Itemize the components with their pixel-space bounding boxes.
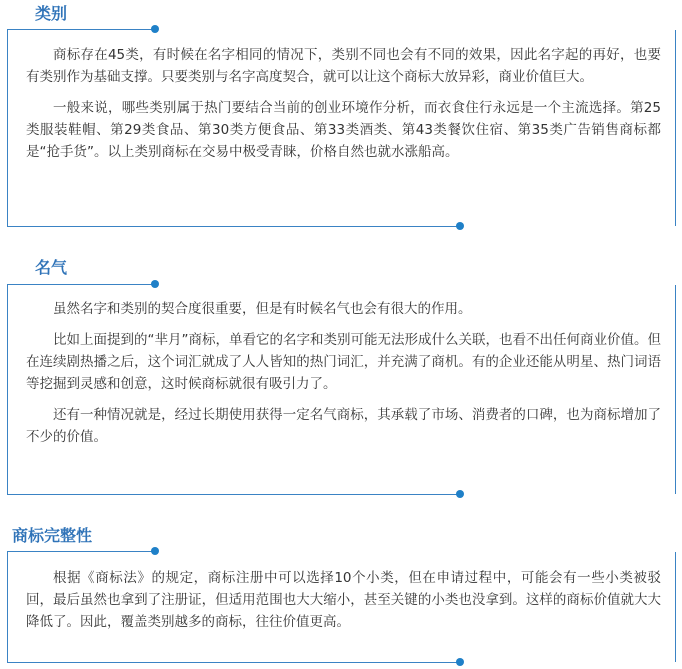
section-heading: 名气 — [35, 258, 68, 277]
paragraph: 商标存在45类，有时候在名字相同的情况下，类别不同也会有不同的效果，因此名字起的再好，也要有类别作为基础支撑。只要类别与名字高度契合，就可以让这个商标大放异彩，商业价值巨大。 — [26, 47, 661, 85]
paragraph: 根据《商标法》的规定，商标注册中可以选择10个小类，但在申请过程中，可能会有一些小类被驳回，最后虽然也拿到了注册证，但适用范围也大大缩小，甚至关键的小类也没拿到。这样的商标价值就大大降低了。因此，覆盖类别越多的商标，往往价值更高。 — [26, 570, 661, 630]
paragraph: 虽然名字和类别的契合度很重要，但是有时候名气也会有很大的作用。 — [53, 301, 472, 317]
section-body — [7, 552, 676, 662]
section-heading: 类别 — [35, 4, 68, 23]
section-heading: 商标完整性 — [12, 526, 93, 545]
section-bottom-line — [7, 662, 460, 663]
line-end-dot — [456, 658, 464, 666]
paragraph: 比如上面提到的“芈月”商标，单看它的名字和类别可能无法形成什么关联，也看不出任何商业价值。但在连续剧热播之后，这个词汇就成了人人皆知的热门词汇，并充满了商机。有的企业还能从明星、热门词语等挖掘到灵感和创意，这时候商标就很有吸引力了。 — [26, 332, 661, 392]
paragraph: 一般来说，哪些类别属于热门要结合当前的创业环境作分析，而衣食住行永远是一个主流选择。第25类服装鞋帽、第29类食品、第30类方便食品、第33类酒类、第43类餐饮住宿、第35类广告销售商标都是“抢手货”。以上类别商标在交易中极受青睐，价格自然也就水涨船高。 — [26, 100, 661, 160]
paragraph: 还有一种情况就是，经过长期使用获得一定名气商标，其承载了市场、消费者的口碑，也为商标增加了不少的价值。 — [26, 407, 661, 445]
